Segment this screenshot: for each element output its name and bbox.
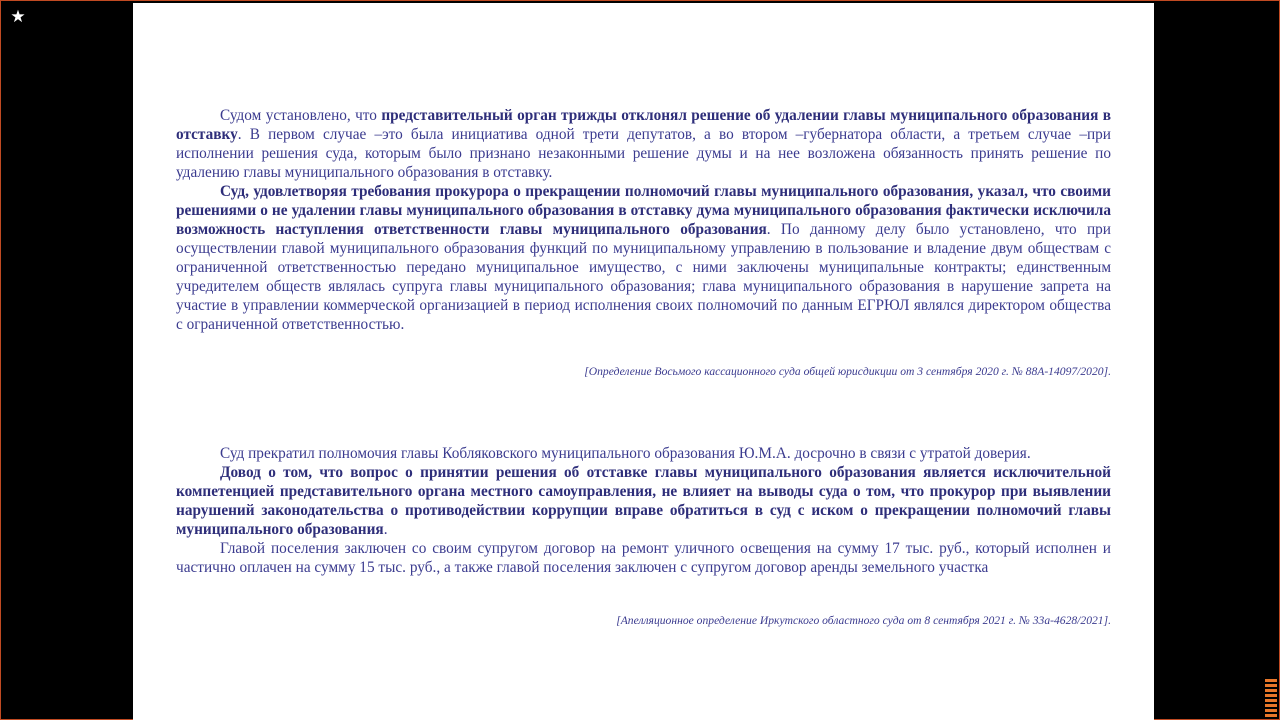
citation: [Апелляционное определение Иркутского областного суда от 8 сентября 2021 г. № 33а-4628/2021]. <box>616 614 1111 627</box>
bold-text: Довод о том, что вопрос о принятии решения об отставке главы муниципального образования является исключительной компетенцией представительного органа местного самоуправления, не влияет на выводы суда о том, что прокурор при выявлении нарушений законодательства о противодействии коррупции вправе обратиться в суд с иском о прекращении полномочий главы муниципального образования <box>176 464 1111 538</box>
paragraph: Довод о том, что вопрос о принятии решения об отставке главы муниципального образования является исключительной компетенцией представительного органа местного самоуправления, не влияет на выводы суда о том, что прокурор при выявлении нарушений законодательства о противодействии коррупции вправе обратиться в суд с иском о прекращении полномочий главы муниципального образования. <box>176 464 1111 538</box>
paragraph: Суд, удовлетворяя требования прокурора о прекращении полномочий главы муниципального образования, указал, что своими решениями о не удалении главы муниципального образования в отставку дума муниципального образования фактически исключила возможность наступления ответственности главы муниципального образования. По данному делу было установлено, что при осуществлении главой муниципального образования функций по муниципальному управлению в пользование и владение двум обществам с ограниченной ответственностью передано муниципальное имущество, с ними заключены муниципальные контракты; единственным учредителем обществ являлась супруга главы муниципального образования; глава муниципального образования в нарушение запрета на участие в управлении коммерческой организацией в период исполнения своих полномочий по данным ЕГРЮЛ являлся директором общества с ограниченной ответственностью. <box>176 183 1111 333</box>
paragraph: Судом установлено, что представительный орган трижды отклонял решение об удалении главы муниципального образования в отставку. В первом случае –это была инициатива одной трети депутатов, а во втором –губернатора области, а третьем случае –при исполнении решения суда, которым было признано незаконными решение думы и на нее возложена обязанность принять решение по удалению главы муниципального образования в отставку. <box>176 107 1111 181</box>
star-icon[interactable]: ★ <box>10 7 26 27</box>
bold-text: представительный орган трижды отклонял решение об удалении главы муниципального образования в отставку <box>176 107 1111 143</box>
audio-level-meter <box>1265 679 1277 717</box>
case-block-2 <box>176 444 1111 577</box>
citation: [Определение Восьмого кассационного суда общей юрисдикции от 3 сентября 2020 г. № 88А-14097/2020]. <box>584 365 1111 378</box>
paragraph: Главой поселения заключен со своим супругом договор на ремонт уличного освещения на сумму 17 тыс. руб., который исполнен и частично оплачен на сумму 15 тыс. руб., а также главой поселения заключен с супругом договор аренды земельного участка <box>176 540 1111 576</box>
bold-text: Суд, удовлетворяя требования прокурора о прекращении полномочий главы муниципального образования, указал, что своими решениями о не удалении главы муниципального образования в отставку дума муниципального образования фактически исключила возможность наступления ответственности главы муниципального образования <box>176 183 1111 238</box>
paragraph: Суд прекратил полномочия главы Кобляковского муниципального образования Ю.М.А. досрочно в связи с утратой доверия. <box>220 445 1031 462</box>
document-slide <box>133 3 1154 720</box>
case-block-1 <box>176 106 1111 334</box>
